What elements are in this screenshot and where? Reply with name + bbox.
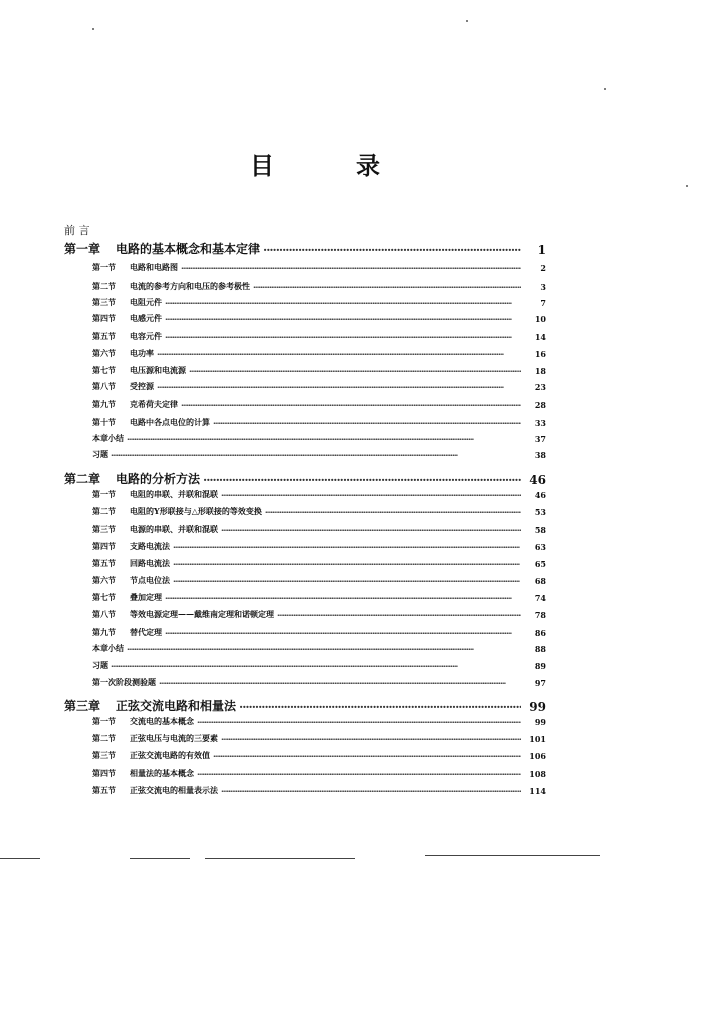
toc-section-entry: [92, 281, 546, 292]
toc-chapter-entry: [64, 470, 546, 487]
toc-entry-title: 相量法的基本概念: [130, 768, 194, 778]
toc-entry-title: 克希荷夫定律: [130, 399, 178, 409]
toc-entry-label: 第十节: [92, 417, 116, 427]
toc-entry-title: 电阻的Y形联接与△形联接的等效变换: [130, 506, 262, 516]
toc-page-number: 89: [534, 661, 546, 671]
toc-leader-dots: [221, 490, 521, 500]
toc-section-entry: [92, 768, 546, 779]
toc-page-number: 101: [529, 734, 546, 744]
toc-page-number: 16: [534, 349, 546, 359]
toc-page-number: 46: [534, 490, 546, 500]
toc-section-entry: [92, 575, 546, 586]
toc-section-entry: [92, 331, 546, 342]
toc-page-number: 97: [534, 678, 546, 688]
toc-leader-dots: [265, 507, 521, 517]
toc-entry-title: 交流电的基本概念: [130, 716, 194, 726]
toc-entry-title: 替代定理: [130, 627, 162, 637]
toc-entry-title: 受控源: [130, 381, 154, 391]
toc-leader-dots: [277, 610, 521, 620]
toc-entry-title: 电阻元件: [130, 297, 162, 307]
toc-entry-label: 第一章: [64, 242, 101, 256]
toc-entry-label: 第二节: [92, 733, 116, 743]
toc-page-number: 114: [529, 786, 546, 796]
toc-entry-label: 第五节: [92, 558, 116, 568]
toc-entry-title: 正弦交流电的相量表示法: [130, 785, 218, 795]
toc-leader-dots: [159, 678, 521, 688]
toc-entry-label: 第一节: [92, 716, 116, 726]
toc-entry-label: 第二节: [92, 281, 116, 291]
toc-entry-label: 第一节: [92, 262, 116, 272]
toc-leader-dots: [165, 298, 521, 308]
toc-leader-dots: [157, 349, 521, 359]
title-char-1: 目: [250, 152, 274, 180]
scan-speck: [604, 88, 606, 90]
scan-speck: [686, 185, 688, 187]
toc-leader-dots: [111, 661, 521, 671]
toc-leader-dots: [221, 734, 521, 744]
scan-line: [130, 858, 190, 859]
toc-leader-dots: [181, 263, 521, 273]
toc-entry-label: 第一节: [92, 489, 116, 499]
toc-section-entry: [92, 524, 546, 535]
toc-section-entry: [92, 381, 546, 392]
toc-entry-title: 第一次阶段测验题: [92, 677, 156, 687]
scan-line: [205, 858, 355, 859]
toc-entry-title: 本章小结: [92, 433, 124, 443]
toc-page-number: 106: [529, 751, 546, 761]
toc-entry-title: 正弦交流电路的有效值: [130, 750, 210, 760]
toc-entry-label: 第八节: [92, 381, 116, 391]
toc-page-number: 37: [534, 434, 546, 444]
toc-page-number: 99: [534, 717, 546, 727]
toc-entry-title: 电功率: [130, 348, 154, 358]
toc-page-number: 18: [534, 366, 546, 376]
toc-page-number: 23: [534, 382, 546, 392]
toc-section-entry: [92, 399, 546, 410]
toc-entry-label: 第七节: [92, 365, 116, 375]
toc-section-entry: [92, 417, 546, 428]
toc-entry-label: 第五节: [92, 785, 116, 795]
toc-section-entry: [92, 750, 546, 761]
toc-entry-label: 第六节: [92, 348, 116, 358]
toc-page-number: 33: [534, 418, 546, 428]
toc-page-number: 99: [529, 700, 546, 714]
toc-page-number: 38: [534, 450, 546, 460]
toc-entry-title: 正弦电压与电流的三要素: [130, 733, 218, 743]
toc-section-entry: [92, 262, 546, 273]
scan-line: [425, 855, 600, 856]
page-title: [250, 146, 380, 181]
toc-entry-title: 电流的参考方向和电压的参考极性: [130, 281, 250, 291]
toc-entry-title: 节点电位法: [130, 575, 170, 585]
toc-section-entry: [92, 609, 546, 620]
toc-page-number: 88: [534, 644, 546, 654]
toc-leader-dots: [173, 542, 521, 552]
toc-page-number: 10: [534, 314, 546, 324]
toc-entry-title: 等效电源定理——戴维南定理和诺顿定理: [130, 609, 274, 619]
toc-entry-label: 第二章: [64, 472, 101, 486]
toc-entry-label: 第四节: [92, 313, 116, 323]
scan-speck: [92, 28, 94, 30]
toc-entry-title: 电路和电路图: [130, 262, 178, 272]
toc-section-entry: [92, 592, 546, 603]
toc-entry-title: 电容元件: [130, 331, 162, 341]
toc-section-entry: [92, 365, 546, 376]
toc-section-entry: [92, 541, 546, 552]
toc-page-number: 68: [534, 576, 546, 586]
toc-leader-dots: [173, 559, 521, 569]
toc-section-entry: [92, 677, 546, 688]
toc-entry-label: 第四节: [92, 541, 116, 551]
toc-leader-dots: [127, 644, 521, 654]
toc-section-entry: [92, 297, 546, 308]
toc-leader-dots: [165, 628, 521, 638]
toc-entry-title: 习题: [92, 449, 108, 459]
toc-page-number: 7: [540, 298, 546, 308]
toc-leader-dots: [189, 366, 521, 376]
toc-leader-dots: [127, 434, 521, 444]
toc-leader-dots: [239, 700, 521, 714]
preface-entry: 前 言: [64, 224, 90, 237]
toc-section-entry: [92, 313, 546, 324]
toc-entry-title: 电感元件: [130, 313, 162, 323]
toc-entry-title: 支路电流法: [130, 541, 170, 551]
scan-line: [0, 858, 40, 859]
toc-entry-label: 第四节: [92, 768, 116, 778]
toc-leader-dots: [213, 418, 521, 428]
toc-entry-title: 正弦交流电路和相量法: [116, 699, 237, 713]
toc-leader-dots: [173, 576, 521, 586]
toc-section-entry: [92, 558, 546, 569]
toc-leader-dots: [111, 450, 521, 460]
toc-page-number: 53: [534, 507, 546, 517]
toc-page-number: 28: [534, 400, 546, 410]
toc-section-entry: [92, 348, 546, 359]
toc-entry-label: 第五节: [92, 331, 116, 341]
toc-entry-title: 电路的分析方法: [116, 472, 201, 486]
toc-page-number: 65: [534, 559, 546, 569]
toc-leader-dots: [197, 769, 521, 779]
toc-leader-dots: [253, 282, 521, 292]
toc-leader-dots: [165, 314, 521, 324]
toc-leader-dots: [197, 717, 521, 727]
toc-entry-label: 第八节: [92, 609, 116, 619]
toc-leader-dots: [165, 593, 521, 603]
toc-page-number: 1: [537, 243, 546, 257]
toc-entry-title: 叠加定理: [130, 592, 162, 602]
scan-speck: [466, 20, 468, 22]
toc-leader-dots: [157, 382, 521, 392]
toc-entry-label: 第二节: [92, 506, 116, 516]
toc-leader-dots: [203, 473, 521, 487]
toc-entry-label: 第六节: [92, 575, 116, 585]
toc-entry-title: 电阻的串联、并联和混联: [130, 489, 218, 499]
toc-entry-label: 第三章: [64, 699, 101, 713]
toc-page-number: 3: [540, 282, 546, 292]
toc-page-number: 46: [529, 473, 546, 487]
toc-entry-title: 本章小结: [92, 643, 124, 653]
toc-entry-title: 电压源和电流源: [130, 365, 186, 375]
toc-page-number: 63: [534, 542, 546, 552]
toc-entry-label: 第九节: [92, 627, 116, 637]
toc-page-number: 86: [534, 628, 546, 638]
toc-section-entry: [92, 433, 546, 444]
toc-entry-title: 习题: [92, 660, 108, 670]
toc-entry-label: 第三节: [92, 750, 116, 760]
toc-section-entry: [92, 506, 546, 517]
toc-chapter-entry: [64, 697, 546, 714]
toc-leader-dots: [221, 525, 521, 535]
toc-section-entry: [92, 643, 546, 654]
toc-entry-label: 第三节: [92, 297, 116, 307]
toc-section-entry: [92, 660, 546, 671]
toc-entry-title: 电源的串联、并联和混联: [130, 524, 218, 534]
toc-chapter-entry: [64, 240, 546, 257]
toc-leader-dots: [181, 400, 521, 410]
toc-entry-title: 电路的基本概念和基本定律: [116, 242, 261, 256]
toc-entry-title: 电路中各点电位的计算: [130, 417, 210, 427]
toc-section-entry: [92, 449, 546, 460]
title-char-2: 录: [356, 152, 380, 180]
toc-page-number: 74: [534, 593, 546, 603]
toc-page-number: 108: [529, 769, 546, 779]
toc-leader-dots: [263, 243, 521, 257]
toc-leader-dots: [213, 751, 521, 761]
toc-entry-label: 第七节: [92, 592, 116, 602]
toc-entry-label: 第三节: [92, 524, 116, 534]
toc-entry-label: 第九节: [92, 399, 116, 409]
toc-leader-dots: [221, 786, 521, 796]
toc-page-number: 78: [534, 610, 546, 620]
toc-leader-dots: [165, 332, 521, 342]
toc-section-entry: [92, 733, 546, 744]
toc-page-number: 14: [534, 332, 546, 342]
toc-page-number: 2: [540, 263, 546, 273]
toc-section-entry: [92, 489, 546, 500]
toc-section-entry: [92, 785, 546, 796]
toc-section-entry: [92, 716, 546, 727]
toc-page-number: 58: [534, 525, 546, 535]
toc-entry-title: 回路电流法: [130, 558, 170, 568]
toc-section-entry: [92, 627, 546, 638]
